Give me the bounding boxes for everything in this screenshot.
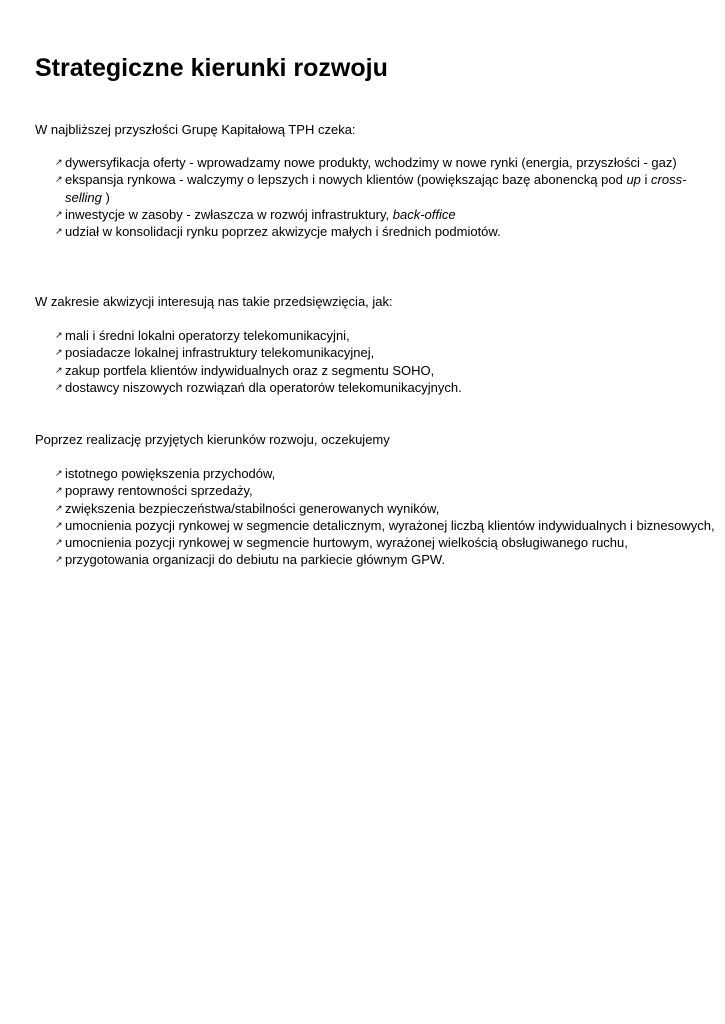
bullet-arrow-icon: ↗ [55,330,63,340]
list-item: ↗ zakup portfela klientów indywidualnych oraz z segmentu SOHO, [55,362,435,378]
bullet-arrow-icon: ↗ [55,485,63,496]
bullet-arrow-icon: ↗ [55,519,63,530]
bullet-arrow-icon: ↗ [55,157,63,167]
bullet-arrow-icon: ↗ [55,381,63,392]
section1-list [35,154,695,240]
list-item: ↗ dywersyfikacja oferty - wprowadzamy nowe produkty, wchodzimy w nowe rynki (energia, przyszłości - gaz) [55,155,677,170]
list-item: ↗ mali i średni lokalni operatorzy telekomunikacyjni, [55,328,350,343]
list-item: ↗ umocnienia pozycji rynkowej w segmencie detalicznym, wyrażonej liczbą klientów indywidualnych i biznesowych, [55,517,715,533]
section2-list [35,327,695,396]
section3-intro: Poprzez realizację przyjętych kierunków rozwoju, oczekujemy [35,432,390,447]
section2-intro: W zakresie akwizycji interesują nas takie przedsięwzięcia, jak: [35,294,393,309]
bullet-arrow-icon: ↗ [55,468,63,478]
section1-intro: W najbliższej przyszłości Grupę Kapitałową TPH czeka: [35,122,356,137]
list-item [35,206,695,223]
bullet-arrow-icon: ↗ [55,174,63,185]
page-title: Strategiczne kierunki rozwoju [35,54,388,82]
bullet-arrow-icon: ↗ [55,537,63,548]
list-item: ↗ istotnego powiększenia przychodów, [55,466,276,481]
bullet-arrow-icon: ↗ [55,347,63,358]
list-item: ↗ umocnienia pozycji rynkowej w segmencie hurtowym, wyrażonej wielkością obsługiwanego ruchu, [55,535,628,551]
section3-list [35,465,715,569]
list-item: ↗ udział w konsolidacji rynku poprzez akwizycje małych i średnich podmiotów. [55,224,501,240]
list-item: ↗ poprawy rentowności sprzedaży, [55,483,253,499]
bullet-arrow-icon: ↗ [55,554,63,565]
list-item: ↗ dostawcy niszowych rozwiązań dla operatorów telekomunikacyjnych. [55,379,462,395]
list-item: ↗ zwiększenia bezpieczeństwa/stabilności generowanych wyników, [55,500,440,516]
list-item-text: ekspansja rynkowa - walczymy o lepszych i nowych klientów (powiększając bazę abonencką pod up i cross-selling ) [65,172,687,205]
bullet-arrow-icon: ↗ [55,208,63,219]
bullet-arrow-icon: ↗ [55,502,63,513]
bullet-arrow-icon: ↗ [55,226,63,237]
list-item: ↗ posiadacze lokalnej infrastruktury telekomunikacyjnej, [55,345,375,361]
bullet-arrow-icon: ↗ [55,364,63,375]
list-item-text: inwestycje w zasoby - zwłaszcza w rozwój infrastruktury, back-office [65,206,456,222]
list-item: ↗ przygotowania organizacji do debiutu na parkiecie głównym GPW. [55,552,446,568]
list-item [35,171,695,206]
